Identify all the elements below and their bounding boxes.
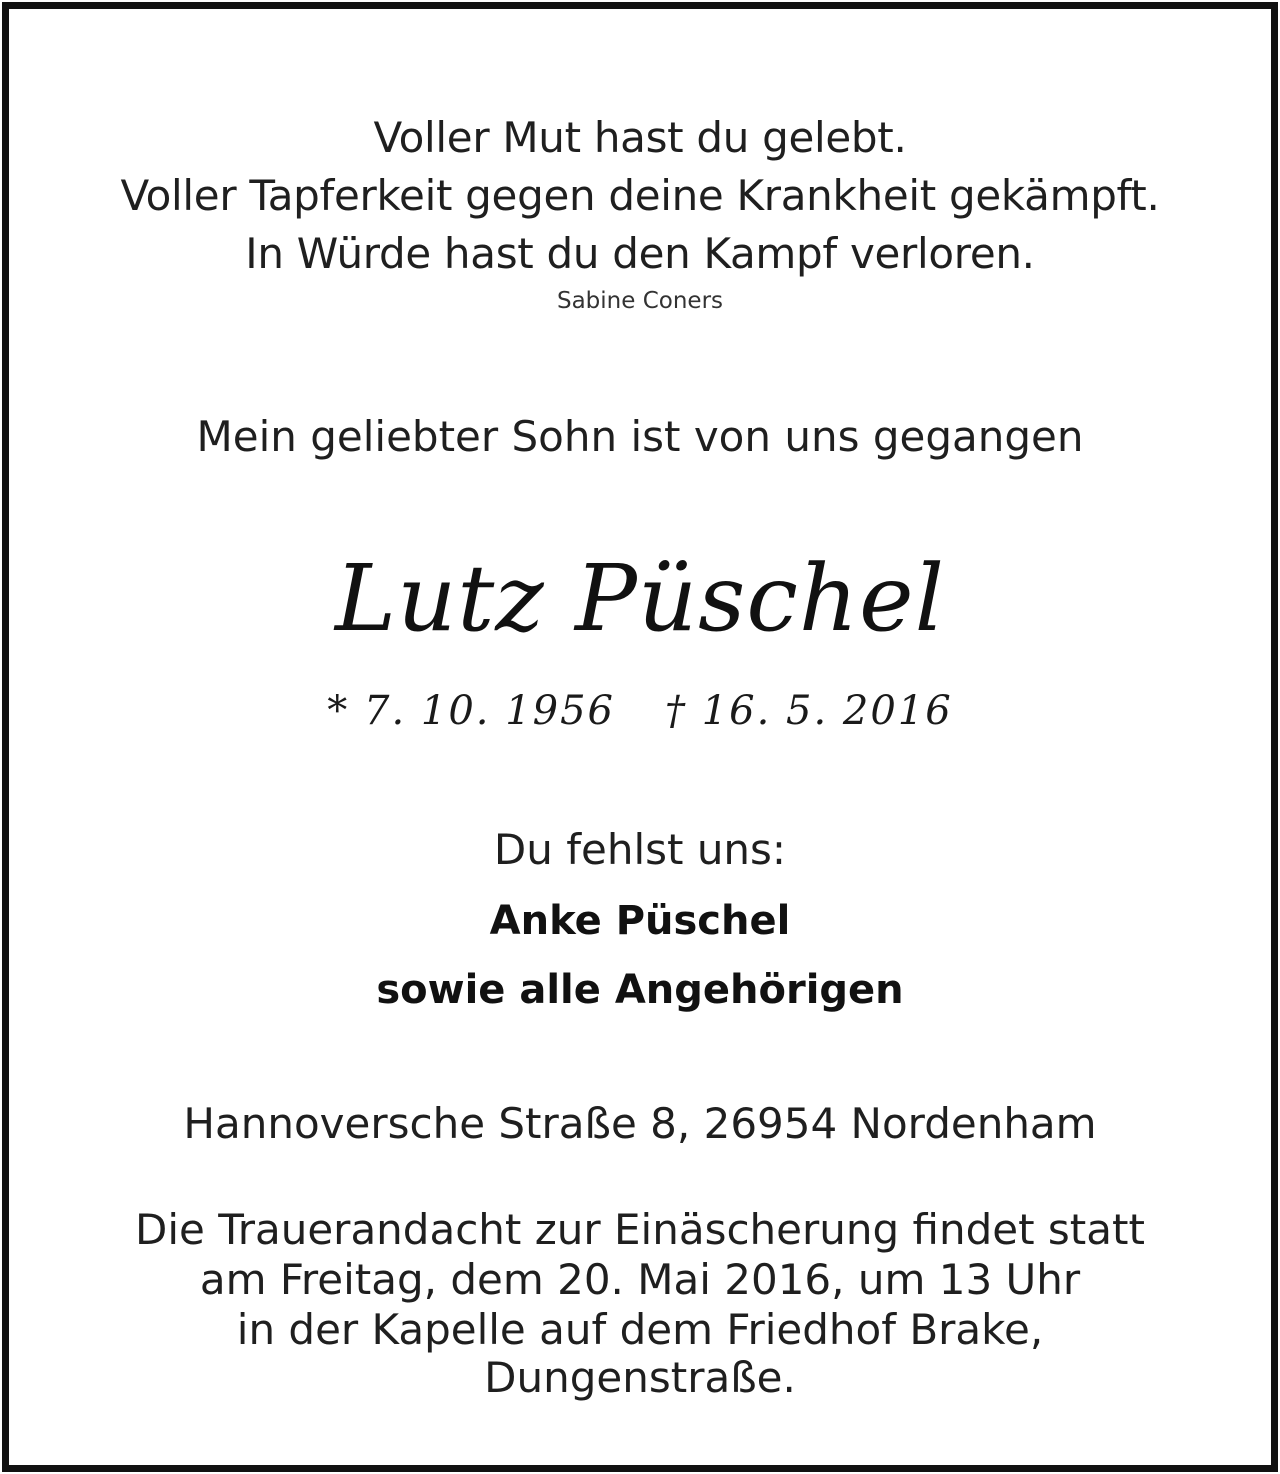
service-line-2: am Freitag, dem 20. Mai 2016, um 13 Uhr xyxy=(199,1255,1081,1304)
obituary-notice xyxy=(2,2,1278,1472)
mourners-heading: Du fehlst uns: xyxy=(493,825,787,874)
service-line-4: Dungenstraße. xyxy=(484,1353,796,1402)
verse-line-1: Voller Mut hast du gelebt. xyxy=(373,113,907,162)
mourners-relatives: sowie alle Angehörigen xyxy=(376,967,904,1013)
death-date: † 16. 5. 2016 xyxy=(665,688,953,734)
address: Hannoversche Straße 8, 26954 Nordenham xyxy=(183,1099,1097,1148)
service-line-3: in der Kapelle auf dem Friedhof Brake, xyxy=(236,1305,1044,1354)
intro-text: Mein geliebter Sohn ist von uns gegangen xyxy=(196,412,1084,461)
mourner-name: Anke Püschel xyxy=(489,898,791,944)
verse-line-3: In Würde hast du den Kampf verloren. xyxy=(245,229,1035,278)
service-line-1: Die Trauerandacht zur Einäscherung findet statt xyxy=(135,1205,1145,1254)
life-dates xyxy=(9,683,1271,739)
birth-date: * 7. 10. 1956 xyxy=(327,688,615,734)
deceased-name: Lutz Püschel xyxy=(334,545,946,652)
verse-author: Sabine Coners xyxy=(556,288,724,314)
verse-line-2: Voller Tapferkeit gegen deine Krankheit gekämpft. xyxy=(120,171,1160,220)
